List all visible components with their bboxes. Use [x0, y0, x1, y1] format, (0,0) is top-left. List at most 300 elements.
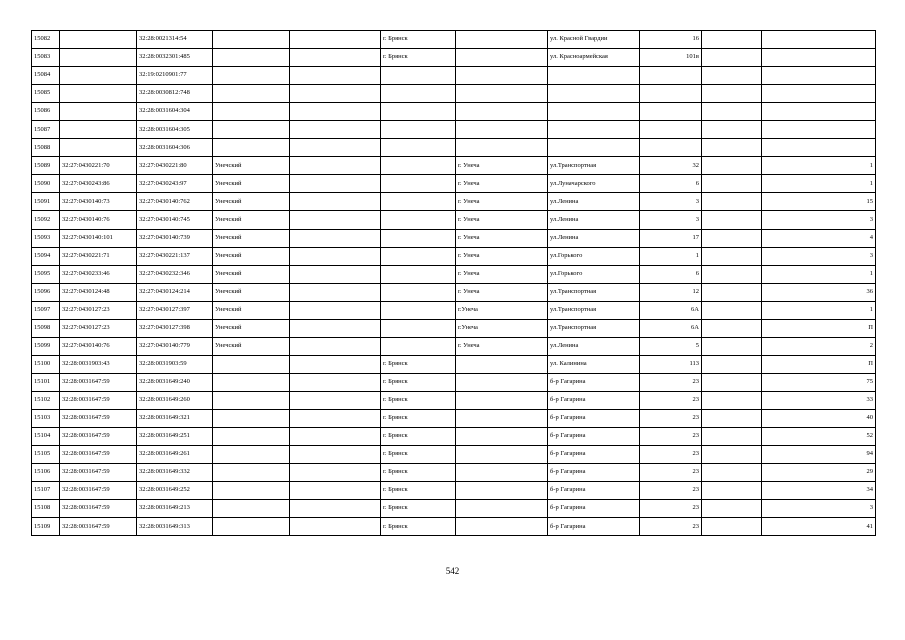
table-cell: г. Брянск	[381, 464, 456, 482]
table-cell: 16	[640, 31, 702, 49]
table-cell	[290, 49, 381, 67]
table-cell	[381, 211, 456, 229]
table-cell: 41	[762, 518, 876, 536]
table-cell	[213, 500, 290, 518]
table-cell	[548, 85, 640, 103]
table-cell: 32:27:0430221:80	[137, 157, 213, 175]
table-cell	[762, 121, 876, 139]
table-cell	[456, 428, 548, 446]
table-cell: 15109	[32, 518, 60, 536]
table-row	[32, 355, 876, 373]
table-cell: 32:27:0430232:346	[137, 265, 213, 283]
table-cell: 32:27:0430140:73	[60, 193, 137, 211]
table-row	[32, 373, 876, 391]
table-cell: 52	[762, 428, 876, 446]
table-cell: 75	[762, 373, 876, 391]
table-cell: 6	[640, 265, 702, 283]
table-row	[32, 428, 876, 446]
table-cell: 1	[762, 265, 876, 283]
table-cell	[213, 482, 290, 500]
table-cell	[290, 391, 381, 409]
table-cell: Унечский	[213, 301, 290, 319]
table-cell	[381, 337, 456, 355]
table-cell: 32:28:0031647:59	[60, 482, 137, 500]
table-row	[32, 211, 876, 229]
table-cell	[702, 211, 762, 229]
table-cell	[456, 67, 548, 85]
table-cell: 34	[762, 482, 876, 500]
table-cell: г. Брянск	[381, 446, 456, 464]
table-cell: 32:27:0430221:137	[137, 247, 213, 265]
table-cell	[762, 31, 876, 49]
table-cell	[213, 391, 290, 409]
table-cell: Унечский	[213, 319, 290, 337]
table-cell: 32:27:0430140:76	[60, 337, 137, 355]
table-cell: 15094	[32, 247, 60, 265]
table-cell: 1	[762, 301, 876, 319]
table-cell: 15	[762, 193, 876, 211]
table-cell	[60, 103, 137, 121]
table-cell: 32:27:0430127:398	[137, 319, 213, 337]
table-cell	[456, 391, 548, 409]
table-cell: 23	[640, 446, 702, 464]
table-cell	[290, 193, 381, 211]
table-cell	[290, 518, 381, 536]
table-cell: г.Унеча	[456, 319, 548, 337]
register-table	[31, 30, 876, 536]
table-cell: 32:27:0430221:71	[60, 247, 137, 265]
table-cell: 32:27:0430221:70	[60, 157, 137, 175]
table-cell	[702, 301, 762, 319]
table-cell: г. Унеча	[456, 265, 548, 283]
table-cell: 1	[762, 175, 876, 193]
table-cell	[213, 103, 290, 121]
table-cell: г. Унеча	[456, 283, 548, 301]
table-row	[32, 229, 876, 247]
table-body	[32, 31, 876, 536]
table-cell	[640, 103, 702, 121]
table-row	[32, 121, 876, 139]
table-cell	[702, 229, 762, 247]
table-cell: 32:27:0430124:214	[137, 283, 213, 301]
table-row	[32, 49, 876, 67]
table-cell: г. Брянск	[381, 428, 456, 446]
table-cell: 36	[762, 283, 876, 301]
table-cell	[762, 139, 876, 157]
table-cell	[381, 247, 456, 265]
table-cell	[213, 409, 290, 427]
table-cell: Унечский	[213, 283, 290, 301]
table-cell: 4	[762, 229, 876, 247]
table-cell	[702, 319, 762, 337]
table-cell: 32:27:0430140:745	[137, 211, 213, 229]
table-cell: 15087	[32, 121, 60, 139]
table-cell	[290, 31, 381, 49]
table-cell	[762, 85, 876, 103]
table-cell: ул.Транспортная	[548, 319, 640, 337]
table-cell	[702, 500, 762, 518]
table-cell	[290, 301, 381, 319]
table-cell	[213, 373, 290, 391]
table-cell: 32:28:0031649:321	[137, 409, 213, 427]
table-cell	[702, 355, 762, 373]
table-cell: 32:28:0031649:332	[137, 464, 213, 482]
table-cell: 113	[640, 355, 702, 373]
table-cell: 32:27:0430140:779	[137, 337, 213, 355]
table-cell: 15096	[32, 283, 60, 301]
table-row	[32, 482, 876, 500]
table-cell: г. Брянск	[381, 373, 456, 391]
table-cell	[456, 139, 548, 157]
table-row	[32, 139, 876, 157]
table-row	[32, 247, 876, 265]
table-cell	[381, 175, 456, 193]
table-cell	[213, 67, 290, 85]
table-cell: 23	[640, 482, 702, 500]
table-cell: 32:28:0031604:306	[137, 139, 213, 157]
table-cell	[290, 229, 381, 247]
table-cell: 15086	[32, 103, 60, 121]
table-cell: 15103	[32, 409, 60, 427]
table-row	[32, 337, 876, 355]
table-cell	[456, 500, 548, 518]
table-cell: П	[762, 355, 876, 373]
table-cell: 15108	[32, 500, 60, 518]
table-cell	[456, 482, 548, 500]
table-cell: 15083	[32, 49, 60, 67]
table-cell	[290, 67, 381, 85]
table-cell: 3	[640, 211, 702, 229]
table-cell	[702, 428, 762, 446]
table-cell: 32:28:0031649:251	[137, 428, 213, 446]
table-cell	[456, 103, 548, 121]
table-cell: 15102	[32, 391, 60, 409]
table-cell: 15082	[32, 31, 60, 49]
table-cell: 1	[762, 157, 876, 175]
table-cell: 15088	[32, 139, 60, 157]
table-cell: 32:27:0430127:397	[137, 301, 213, 319]
table-cell: 5	[640, 337, 702, 355]
table-cell: б-р Гагарина	[548, 482, 640, 500]
table-cell: 15090	[32, 175, 60, 193]
table-cell	[702, 49, 762, 67]
table-cell: 3	[762, 211, 876, 229]
table-cell: 33	[762, 391, 876, 409]
table-cell	[702, 247, 762, 265]
table-cell	[290, 337, 381, 355]
table-cell: 23	[640, 464, 702, 482]
table-cell	[640, 67, 702, 85]
table-cell: 15097	[32, 301, 60, 319]
table-row	[32, 31, 876, 49]
table-cell: 32:27:0430140:739	[137, 229, 213, 247]
table-cell: г. Унеча	[456, 211, 548, 229]
table-cell: 23	[640, 409, 702, 427]
table-cell	[381, 85, 456, 103]
table-cell: 32:28:0031649:240	[137, 373, 213, 391]
table-cell	[702, 518, 762, 536]
table-cell: 32:28:0021314:54	[137, 31, 213, 49]
table-cell: 15101	[32, 373, 60, 391]
table-cell	[290, 103, 381, 121]
table-cell: б-р Гагарина	[548, 500, 640, 518]
table-cell	[381, 157, 456, 175]
table-cell	[290, 464, 381, 482]
table-cell: 32:28:0031647:59	[60, 428, 137, 446]
table-cell: 6	[640, 175, 702, 193]
table-cell	[290, 355, 381, 373]
table-cell	[702, 446, 762, 464]
table-row	[32, 500, 876, 518]
table-cell: 32:27:0430127:23	[60, 301, 137, 319]
table-cell: б-р Гагарина	[548, 373, 640, 391]
table-cell	[702, 337, 762, 355]
table-cell: 32:28:0031649:313	[137, 518, 213, 536]
table-cell	[702, 157, 762, 175]
table-cell: 32:28:0031903:59	[137, 355, 213, 373]
table-row	[32, 193, 876, 211]
table-cell: 12	[640, 283, 702, 301]
table-cell	[456, 49, 548, 67]
table-cell: 32:28:0031647:59	[60, 500, 137, 518]
table-cell: 32:28:0031647:59	[60, 409, 137, 427]
table-cell	[290, 446, 381, 464]
table-cell: 32:19:0210901:77	[137, 67, 213, 85]
table-cell: г. Брянск	[381, 482, 456, 500]
table-cell: ул.Ленина	[548, 211, 640, 229]
table-cell	[702, 464, 762, 482]
table-cell: 32:28:0031649:213	[137, 500, 213, 518]
table-cell	[381, 283, 456, 301]
table-cell: г. Брянск	[381, 518, 456, 536]
table-row	[32, 175, 876, 193]
table-cell: б-р Гагарина	[548, 428, 640, 446]
table-cell: 32:28:0031647:59	[60, 446, 137, 464]
table-cell	[702, 31, 762, 49]
table-cell: Унечский	[213, 211, 290, 229]
table-cell	[702, 409, 762, 427]
table-cell: 32:27:0430127:23	[60, 319, 137, 337]
table-cell: Унечский	[213, 247, 290, 265]
table-cell	[702, 391, 762, 409]
table-cell	[456, 409, 548, 427]
table-cell: 32:28:0030812:748	[137, 85, 213, 103]
table-cell: ул.Луначарского	[548, 175, 640, 193]
table-cell	[381, 67, 456, 85]
table-cell	[381, 103, 456, 121]
table-cell: 3	[640, 193, 702, 211]
table-cell	[290, 373, 381, 391]
table-cell: 23	[640, 391, 702, 409]
table-cell	[762, 49, 876, 67]
table-cell: Унечский	[213, 157, 290, 175]
table-cell	[290, 409, 381, 427]
table-cell: ул.Ленина	[548, 193, 640, 211]
table-cell	[290, 265, 381, 283]
table-cell: Унечский	[213, 193, 290, 211]
table-cell: 32:28:0031647:59	[60, 518, 137, 536]
table-cell: ул.Транспортная	[548, 157, 640, 175]
table-cell: 15093	[32, 229, 60, 247]
table-cell	[60, 121, 137, 139]
table-cell	[381, 139, 456, 157]
table-cell: б-р Гагарина	[548, 518, 640, 536]
table-cell	[60, 139, 137, 157]
table-cell: 6А	[640, 301, 702, 319]
table-cell	[213, 464, 290, 482]
table-cell: 15084	[32, 67, 60, 85]
table-cell	[290, 157, 381, 175]
table-cell: г.Унеча	[456, 301, 548, 319]
table-cell: 32:28:0031649:252	[137, 482, 213, 500]
table-cell: 32:27:0430140:76	[60, 211, 137, 229]
table-cell: 32:28:0031647:59	[60, 464, 137, 482]
table-row	[32, 319, 876, 337]
table-cell	[381, 301, 456, 319]
table-cell: б-р Гагарина	[548, 446, 640, 464]
table-cell	[381, 229, 456, 247]
table-cell	[456, 518, 548, 536]
page-number: 542	[445, 566, 460, 576]
table-cell	[456, 464, 548, 482]
table-cell	[381, 319, 456, 337]
table-cell	[762, 67, 876, 85]
table-cell: 15099	[32, 337, 60, 355]
table-cell: П	[762, 319, 876, 337]
table-cell: 15095	[32, 265, 60, 283]
table-cell: 32:28:0031649:260	[137, 391, 213, 409]
table-cell: 32	[640, 157, 702, 175]
table-cell: 15085	[32, 85, 60, 103]
table-cell: г. Брянск	[381, 391, 456, 409]
table-cell: 23	[640, 428, 702, 446]
table-cell	[290, 211, 381, 229]
table-cell	[60, 49, 137, 67]
table-cell: г. Унеча	[456, 193, 548, 211]
table-cell	[548, 139, 640, 157]
table-cell: б-р Гагарина	[548, 464, 640, 482]
table-cell: 15092	[32, 211, 60, 229]
table-cell: 32:28:0032301:485	[137, 49, 213, 67]
table-cell: 94	[762, 446, 876, 464]
table-cell	[640, 121, 702, 139]
table-cell: 23	[640, 373, 702, 391]
table-row	[32, 67, 876, 85]
table-cell: 3	[762, 247, 876, 265]
table-cell	[290, 319, 381, 337]
table-cell: г. Унеча	[456, 229, 548, 247]
table-cell: 32:27:0430243:86	[60, 175, 137, 193]
table-cell: 23	[640, 500, 702, 518]
table-cell: 15105	[32, 446, 60, 464]
table-cell: Унечский	[213, 265, 290, 283]
table-cell: 6А	[640, 319, 702, 337]
table-cell: г. Брянск	[381, 31, 456, 49]
table-cell	[456, 121, 548, 139]
table-cell	[290, 428, 381, 446]
table-cell	[548, 67, 640, 85]
table-cell	[290, 283, 381, 301]
table-cell	[381, 265, 456, 283]
table-cell	[702, 103, 762, 121]
table-cell: 15104	[32, 428, 60, 446]
table-cell: 15100	[32, 355, 60, 373]
table-cell	[213, 446, 290, 464]
table-cell: 2	[762, 337, 876, 355]
table-cell: 32:28:0031604:304	[137, 103, 213, 121]
table-row	[32, 103, 876, 121]
table-cell	[213, 85, 290, 103]
table-cell	[762, 103, 876, 121]
table-cell: Унечский	[213, 337, 290, 355]
table-cell: 32:27:0430243:97	[137, 175, 213, 193]
table-cell	[456, 31, 548, 49]
table-cell	[290, 121, 381, 139]
table-cell	[213, 518, 290, 536]
table-cell	[290, 247, 381, 265]
table-cell	[290, 139, 381, 157]
table-row	[32, 464, 876, 482]
table-cell: 29	[762, 464, 876, 482]
table-cell	[456, 446, 548, 464]
table-cell: ул. Красной Гвардии	[548, 31, 640, 49]
table-cell	[60, 67, 137, 85]
table-cell	[456, 373, 548, 391]
table-cell: 15107	[32, 482, 60, 500]
table-cell	[213, 428, 290, 446]
table-cell: 3	[762, 500, 876, 518]
table-cell	[702, 283, 762, 301]
table-cell: г. Унеча	[456, 157, 548, 175]
table-cell	[290, 175, 381, 193]
table-cell	[702, 175, 762, 193]
table-cell	[456, 85, 548, 103]
table-cell	[702, 67, 762, 85]
table-cell: 1	[640, 247, 702, 265]
table-cell: 15098	[32, 319, 60, 337]
table-cell: ул.Горького	[548, 265, 640, 283]
table-row	[32, 85, 876, 103]
table-cell	[456, 355, 548, 373]
table-cell: г. Брянск	[381, 500, 456, 518]
table-cell: 15091	[32, 193, 60, 211]
table-cell	[213, 31, 290, 49]
table-cell	[290, 500, 381, 518]
table-cell: б-р Гагарина	[548, 391, 640, 409]
table-cell: ул.Ленина	[548, 337, 640, 355]
table-cell: 32:28:0031647:59	[60, 391, 137, 409]
table-cell	[290, 482, 381, 500]
table-cell	[702, 193, 762, 211]
table-cell	[702, 139, 762, 157]
table-cell: 32:28:0031604:305	[137, 121, 213, 139]
table-cell: Унечский	[213, 229, 290, 247]
table-cell: 15106	[32, 464, 60, 482]
table-cell	[60, 31, 137, 49]
table-cell	[640, 139, 702, 157]
table-row	[32, 409, 876, 427]
table-cell	[702, 265, 762, 283]
table-cell	[548, 121, 640, 139]
table-cell	[548, 103, 640, 121]
table-cell: 40	[762, 409, 876, 427]
table-row	[32, 301, 876, 319]
table-cell: 32:28:0031903:43	[60, 355, 137, 373]
table-cell: г. Брянск	[381, 49, 456, 67]
table-cell: г. Унеча	[456, 337, 548, 355]
table-row	[32, 518, 876, 536]
table-cell: г. Унеча	[456, 247, 548, 265]
